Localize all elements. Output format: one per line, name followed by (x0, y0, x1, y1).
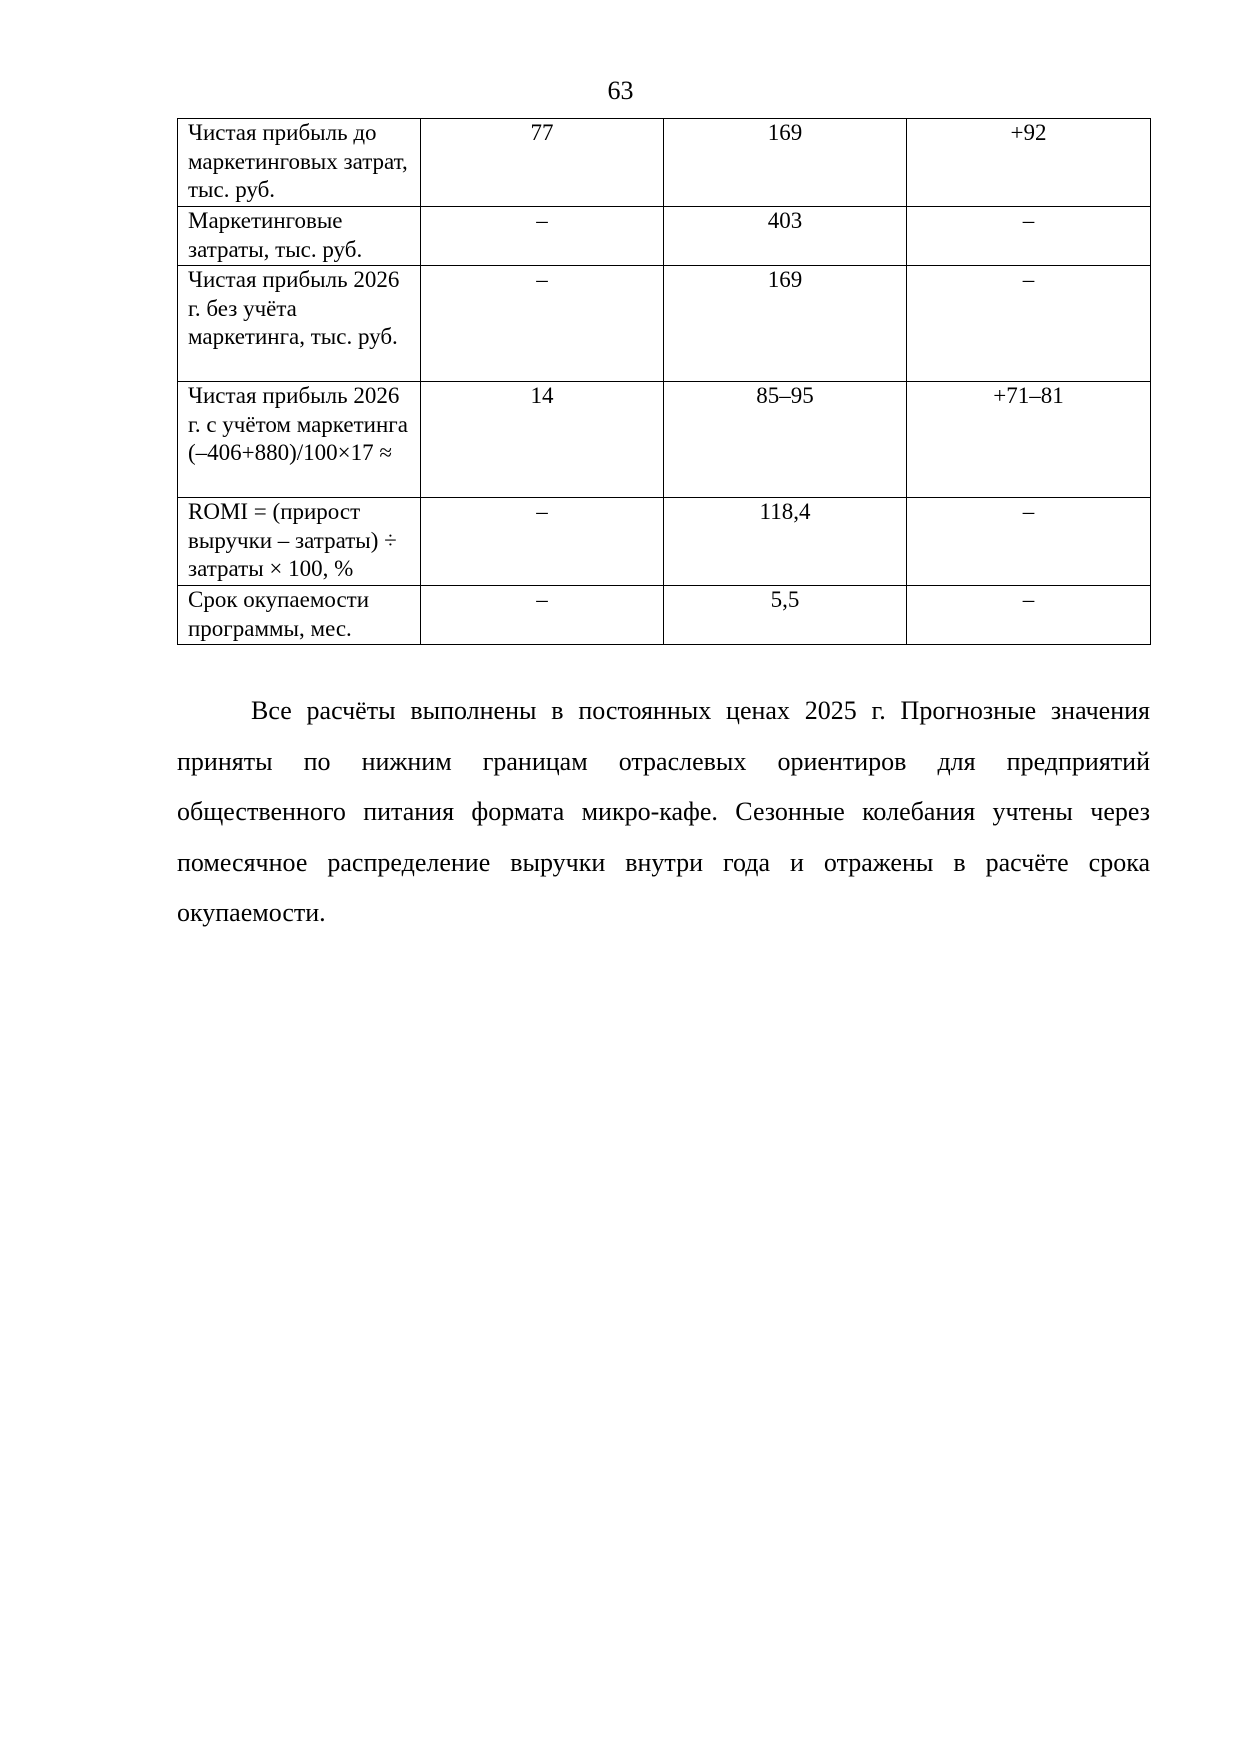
table-cell: 14 (421, 382, 664, 498)
body-paragraph: Все расчёты выполнены в постоянных ценах 2025 г. Прогнозные значения приняты по нижним границам отраслевых ориентиров для предприятий общественного питания формата микро-кафе. Сезонные колебания учтены через помесячное распределение выручки внутри года и отражены в расчёте срока окупаемости. (177, 696, 1150, 927)
table-row (178, 119, 1151, 207)
table-row (178, 586, 1151, 645)
table-cell: – (907, 266, 1151, 382)
row-label: Чистая прибыль до маркетинговых затрат, тыс. руб. (178, 119, 421, 207)
table-row (178, 382, 1151, 498)
table-cell: 5,5 (664, 586, 907, 645)
table-cell: 169 (664, 119, 907, 207)
table-cell: 85–95 (664, 382, 907, 498)
table-cell: +71–81 (907, 382, 1151, 498)
table-row (178, 498, 1151, 586)
table-cell: – (421, 266, 664, 382)
table-cell: – (907, 207, 1151, 266)
table-cell: 403 (664, 207, 907, 266)
table-cell: – (421, 498, 664, 586)
table-cell: 77 (421, 119, 664, 207)
row-label: Чистая прибыль 2026 г. без учёта маркетинга, тыс. руб. (178, 266, 421, 382)
table-cell: 169 (664, 266, 907, 382)
table-cell: – (421, 586, 664, 645)
financial-indicators-table (177, 118, 1151, 645)
table-cell: – (907, 586, 1151, 645)
table-cell: 118,4 (664, 498, 907, 586)
table-cell: – (421, 207, 664, 266)
row-label: Чистая прибыль 2026 г. с учётом маркетинга (–406+880)/100×17 ≈ (178, 382, 421, 498)
table-cell: – (907, 498, 1151, 586)
table-cell: +92 (907, 119, 1151, 207)
row-label: Срок окупаемости программы, мес. (178, 586, 421, 645)
row-label: ROMI = (прирост выручки – затраты) ÷ затраты × 100, % (178, 498, 421, 586)
table-row (178, 266, 1151, 382)
page-number: 63 (607, 76, 634, 105)
table-row (178, 207, 1151, 266)
row-label: Маркетинговые затраты, тыс. руб. (178, 207, 421, 266)
